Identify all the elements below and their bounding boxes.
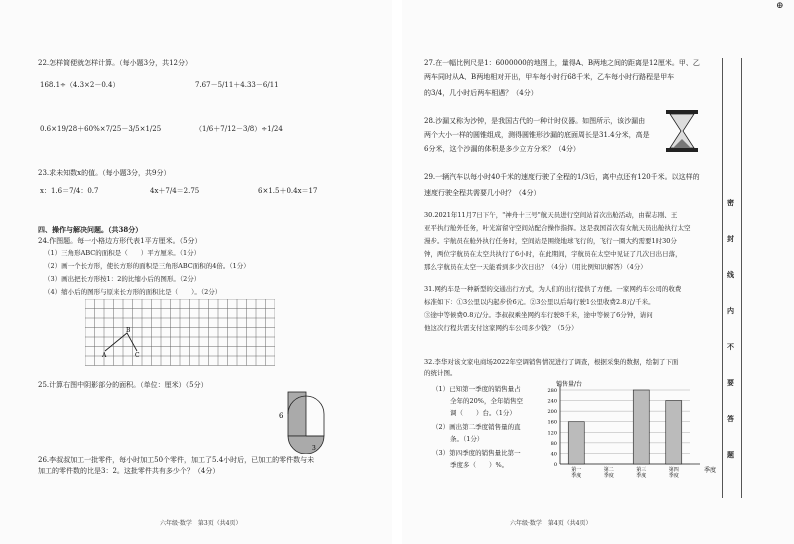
q31-line-4: 他这次行程共需支付这家网约车公司多少钱？（5分） (424, 324, 578, 332)
x-tick-label: 季度 (636, 473, 647, 479)
y-tick-label: 0 (553, 462, 557, 468)
y-tick-label: 80 (550, 440, 557, 447)
q32-intro: 32.李华对该文家电商场2022年空调销售情况进行了调查，根据采集的数据，绘制了下面 (424, 358, 679, 366)
q29-line-2: 速度行驶全程共需要几小时？（4分） (424, 189, 541, 197)
q32-intro-2: 的统计图。 (424, 369, 457, 377)
x-tick-label: 第三 (636, 467, 647, 473)
sidebar-char: 密 (727, 198, 734, 207)
q23-expr-2: 4x＋7/4＝2.75 (150, 187, 200, 195)
left-footer: 六年级·数学 第3页（共4页） (160, 520, 242, 527)
q24-grid (85, 299, 275, 369)
q31-line-3: ③途中等候费0.8元/分。李叔叔乘坐网约车行驶8千米，途中等候了6分钟，请问 (424, 311, 653, 319)
q25-dim-3: 3 (312, 445, 316, 452)
q32-item-2b: 条。（1分） (450, 435, 484, 443)
q24-item-3: （3）画出把长方形按1：2的比缩小后的图形。（2分） (44, 275, 201, 283)
q24-item-4: （4）缩小后的图形与原来长方形的面积比是（ ）。（2分） (44, 288, 222, 296)
q31-line-1: 31.网约车是一种新型的交通出行方式，为人们的出行提供了方便。一家网约车公司的收费 (424, 285, 682, 293)
bar (633, 390, 649, 464)
q32-item-1a: （1）已知第一季度的销售量占 (432, 385, 521, 393)
sidebar-char: 答 (727, 414, 734, 423)
q28-line-3: 6分米，这个沙漏的体积是多少立方分米？（4分） (424, 145, 580, 153)
x-tick-label: 季度 (571, 473, 582, 479)
q31-line-2: 标准如下：①3公里以内起步价6元。②3公里以后每行驶1公里收费2.8元/千米。 (424, 298, 655, 306)
q32-item-3a: （3）第四季度的销售量比第一 (432, 449, 521, 457)
x-axis-label: 季度 (704, 467, 717, 474)
q23-expr-3: 6×1.5＋0.4x＝17 (258, 187, 318, 195)
y-axis-label: 销售量/台 (556, 381, 583, 388)
q22-expr-2: 7.67－5/11＋4.33－6/11 (195, 81, 279, 89)
sidebar-char: 题 (727, 450, 734, 459)
q23-expr-1: x：1.6＝7/4：0.7 (40, 187, 99, 195)
q28-line-1: 28.沙漏又称为沙钟，是我国古代的一种计时仪器。如图所示，该沙漏由 (424, 117, 646, 125)
q25-figure (274, 384, 346, 454)
q24-item-1: （1）三角形ABC的面积是（ ）平方厘米。（1分） (44, 249, 201, 257)
sidebar-char: 内 (727, 306, 734, 315)
q30-line-1: 30.2021年11月7日下午，"神舟十三号"航天员进行空间站首次出舱活动，由翟志刚、王 (424, 211, 678, 219)
q32-item-2a: （2）画出第二季度销售量的直 (432, 423, 521, 431)
x-tick-label: 季度 (668, 473, 679, 479)
y-tick-label: 160 (547, 419, 557, 426)
q29-line-1: 29.一辆汽车以每小时40千米的速度行驶了全程的1/3后，离中点还有120千米。以这样的 (424, 173, 700, 181)
sidebar-char: 不 (727, 342, 734, 351)
q22-expr-1: 168.1÷（4.3×2－0.4） (40, 81, 120, 89)
q28-line-2: 两个大小一样的圆锥组成，测得圆锥形沙漏的底面周长是31.4分米，高是 (424, 131, 650, 139)
q27-line-3: 的3/4，几小时后两车相遇？（4分） (424, 89, 538, 97)
q27-line-1: 27.在一幅比例尺是1：6000000的地图上，量得A、B两地之间的距离是12厘米。甲、乙 (424, 59, 700, 67)
label-a: A (102, 352, 107, 359)
q22-title: 22.怎样简便就怎样计算。（每小题3分，共12分） (38, 59, 192, 67)
q25-dim-6: 6 (279, 412, 284, 420)
x-tick-label: 第四 (668, 467, 679, 473)
q22-expr-4: （1/6＋7/12－3/8）÷1/24 (195, 125, 283, 133)
q26-line-1: 26.李叔叔加工一批零件，每小时加工50个零件，加工了5.4小时后，已加工的零件数与未 (38, 456, 315, 464)
q30-line-5: 那么宇航员在太空一天能看到多少次日出？（4分）（用比例知识解答）（4分） (424, 263, 647, 271)
section-4-heading: 四、操作与解决问题。（共38分） (38, 225, 143, 234)
y-tick-label: 240 (547, 398, 557, 405)
sidebar-char: 线 (727, 270, 734, 279)
right-footer: 六年级·数学 第4页（共4页） (510, 520, 592, 527)
sidebar-char: 封 (727, 234, 734, 243)
x-tick-label: 第二 (603, 467, 614, 473)
q25-title: 25.计算右图中阴影部分的面积。（单位：厘米）（5分） (38, 381, 208, 389)
y-tick-label: 120 (547, 430, 557, 437)
q22-expr-3: 0.6×19/28＋60%×7/25－3/5×1/25 (40, 125, 162, 133)
q30-line-3: 漫步。宇航员在舱外执行任务时，空间站是围绕地球飞行的，飞行一圈大约需要1时30分 (424, 237, 677, 245)
sales-bar-chart (530, 378, 720, 480)
hourglass-icon (664, 108, 700, 154)
q24-title: 24.作图题。每一小格边方形代表1平方厘米。（5分） (38, 237, 202, 245)
q30-line-4: 钟，两位宇航员在太空共执行了6小时，在此期间，宇航员在太空中见证了几次日出日落， (424, 250, 682, 258)
y-tick-label: 40 (550, 451, 557, 458)
q30-line-2: 亚平执行舱外任务，叶光富留守空间站配合操作指挥。这是我国首次有女航天员出舱执行太空 (424, 224, 691, 232)
triangle-abc (105, 333, 137, 351)
bar (666, 401, 682, 464)
q27-line-2: 两车同时从A、B两地相对开出，甲车每小时行68千米，乙车每小时行路程是甲车 (424, 73, 675, 81)
q32-item-1c: 调（ ）台。（1分） (450, 409, 516, 417)
q32-item-3b: 季度多（ ）%。 (450, 461, 509, 469)
label-b: B (126, 327, 131, 334)
seal-line-sidebar (722, 58, 742, 498)
q32-item-1b: 全年的20%，全年销售空 (450, 397, 523, 405)
x-tick-label: 第一 (571, 467, 582, 473)
q23-title: 23.求未知数x的值。（每小题3分，共9分） (38, 169, 171, 177)
sidebar-char: 要 (727, 378, 734, 387)
q26-line-2: 加工的零件数的比是3：2。这批零件共有多少个？（4分） (38, 467, 220, 475)
left-page (0, 0, 392, 544)
label-c: C (135, 352, 140, 359)
bar (568, 422, 584, 464)
q24-item-2: （2）画一个长方形，使长方形的面积是三角形ABC面积的4倍。（1分） (44, 262, 250, 270)
crosshair-icon: ⊕ (776, 1, 784, 11)
y-tick-label: 280 (547, 388, 557, 394)
y-tick-label: 200 (547, 409, 557, 416)
x-tick-label: 季度 (603, 473, 614, 479)
